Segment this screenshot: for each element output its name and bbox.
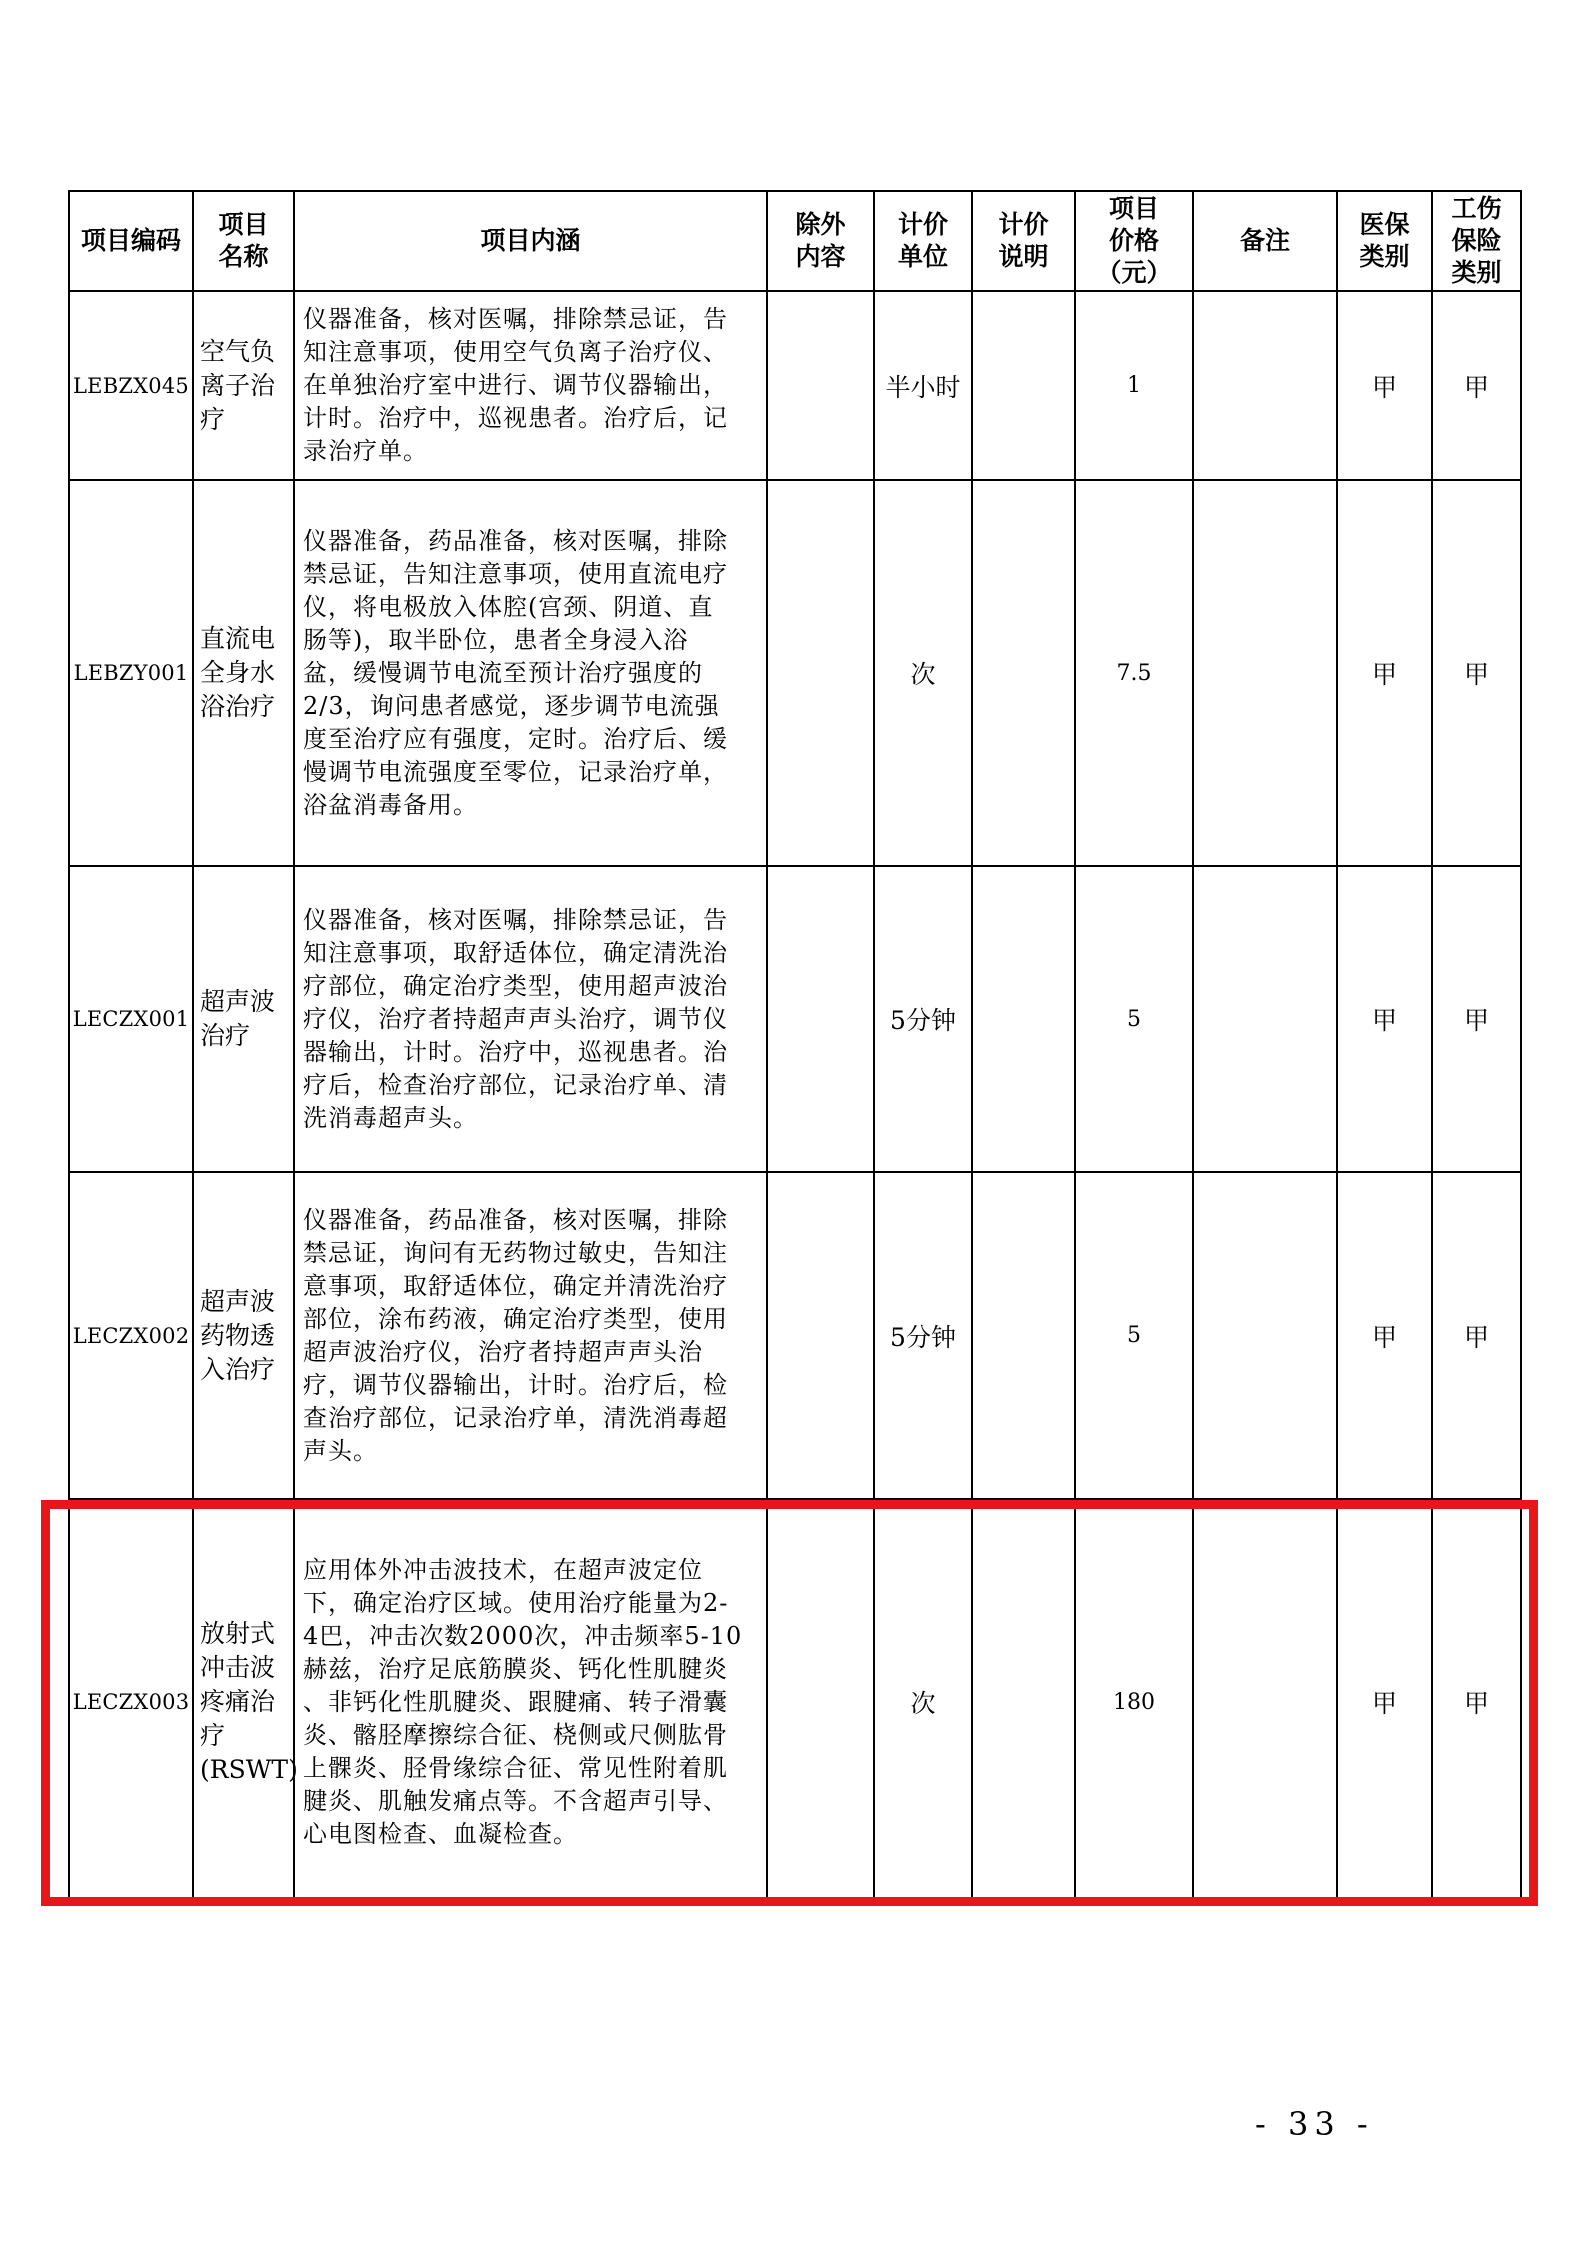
item-name-line: 浴治疗	[200, 692, 276, 721]
table-row	[69, 1499, 1521, 1905]
item-name-line: 超声波	[200, 1286, 276, 1316]
header-text-line: 计价	[897, 210, 948, 239]
item-content-line: 查治疗部位，记录治疗单，清洗消毒超	[303, 1403, 728, 1432]
item-content-line: 盆，缓慢调节电流至预计治疗强度的	[303, 658, 703, 687]
header-text-line: 项目内涵	[480, 226, 581, 255]
item-content-line: 禁忌证，询问有无药物过敏史，告知注	[303, 1238, 728, 1267]
table-row	[69, 1172, 1521, 1499]
pricing-note-cell	[972, 480, 1075, 866]
item-name-line: 放射式	[200, 1619, 276, 1648]
header-remark	[1193, 191, 1337, 291]
pricing-unit-cell: 5分钟	[874, 1172, 972, 1499]
item-content-line: 疗部位，确定治疗类型，使用超声波治	[303, 971, 728, 1000]
item-name-line: 入治疗	[200, 1354, 276, 1384]
item-name-line: 冲击波	[200, 1653, 276, 1682]
table-header-row	[69, 191, 1521, 291]
exclusion-cell	[767, 480, 874, 866]
header-medical-insurance-category	[1337, 191, 1432, 291]
item-name-cell	[193, 1172, 294, 1499]
item-content-line: 计时。治疗中，巡视患者。治疗后，记	[303, 404, 728, 432]
header-text-line: 项目编码	[80, 226, 181, 255]
item-content-line: 意事项，取舒适体位，确定并清洗治疗	[303, 1271, 728, 1300]
exclusion-cell	[767, 1499, 874, 1905]
pricing-note-cell	[972, 291, 1075, 480]
price-cell: 7.5	[1075, 480, 1193, 866]
item-name-cell	[193, 1499, 298, 1905]
remark-cell	[1193, 291, 1337, 480]
item-name-line: 药物透	[200, 1320, 276, 1350]
medical-insurance-category-cell: 甲	[1337, 291, 1432, 480]
item-content-line: 上髁炎、胫骨缘综合征、常见性附着肌	[303, 1753, 728, 1782]
header-text-line: 计价	[998, 210, 1049, 239]
header-text-line: 价格	[1108, 226, 1159, 255]
item-code-cell: LECZX001	[69, 866, 193, 1172]
item-content-line: 疗后，检查治疗部位，记录治疗单、清	[303, 1070, 728, 1099]
header-text-line: 名称	[218, 242, 269, 271]
item-code-cell: LECZX003	[69, 1499, 193, 1905]
item-content-line: 仪器准备，药品准备，核对医嘱，排除	[303, 526, 728, 555]
header-item-code	[69, 191, 193, 291]
header-text-line: 工伤	[1451, 194, 1502, 223]
item-content-line: 应用体外冲击波技术，在超声波定位	[303, 1555, 703, 1584]
header-text-line: 项目	[1108, 194, 1159, 223]
item-content-line: 知注意事项，取舒适体位，确定清洗治	[303, 938, 728, 967]
item-content-line: 仪器准备，药品准备，核对医嘱，排除	[303, 1205, 728, 1234]
pricing-note-cell	[972, 1172, 1075, 1499]
item-content-line: 声头。	[303, 1436, 378, 1465]
item-name-line: 离子治	[200, 370, 276, 400]
header-text-line: 单位	[897, 242, 948, 271]
remark-cell	[1193, 866, 1337, 1172]
item-name-line: 直流电	[200, 624, 276, 653]
medical-insurance-category-cell: 甲	[1337, 1172, 1432, 1499]
injury-insurance-category-cell: 甲	[1432, 480, 1521, 866]
price-cell: 1	[1075, 291, 1193, 480]
price-cell: 180	[1075, 1499, 1193, 1905]
pricing-unit-cell: 半小时	[874, 291, 972, 480]
item-content-cell	[294, 866, 767, 1172]
header-exclusion	[767, 191, 874, 291]
exclusion-cell	[767, 866, 874, 1172]
item-content-line: 仪器准备，核对医嘱，排除禁忌证，告	[303, 305, 728, 333]
header-price	[1075, 191, 1193, 291]
header-text-line: 医保	[1359, 210, 1410, 239]
item-content-line: 炎、髂胫摩擦综合征、桡侧或尺侧肱骨	[303, 1720, 728, 1749]
item-content-line: 器输出，计时。治疗中，巡视患者。治	[303, 1037, 728, 1066]
item-content-line: 2/3，询问患者感觉，逐步调节电流强	[303, 691, 720, 720]
header-text-line: 类别	[1451, 258, 1502, 287]
injury-insurance-category-cell: 甲	[1432, 1499, 1521, 1905]
item-content-line: 录治疗单。	[303, 437, 428, 465]
pricing-unit-cell: 次	[874, 1499, 972, 1905]
header-text-line: 项目	[218, 210, 269, 239]
item-content-line: 仪，将电极放入体腔(宫颈、阴道、直	[303, 592, 714, 621]
header-text-line: 类别	[1359, 242, 1410, 271]
item-name-cell	[193, 480, 294, 866]
item-code-cell: LECZX002	[69, 1172, 193, 1499]
item-name-line: 全身水	[200, 658, 276, 687]
item-content-cell	[294, 1499, 767, 1905]
item-code-cell: LEBZX045	[69, 291, 193, 480]
item-content-line: 浴盆消毒备用。	[303, 790, 478, 819]
item-content-line: 肠等)，取半卧位，患者全身浸入浴	[303, 625, 689, 654]
item-content-line: 疗，调节仪器输出，计时。治疗后，检	[303, 1370, 728, 1399]
item-name-line: 疗	[200, 404, 226, 434]
header-text-line: 说明	[998, 242, 1049, 271]
table-row	[69, 480, 1521, 866]
injury-insurance-category-cell: 甲	[1432, 1172, 1521, 1499]
item-content-line: 禁忌证，告知注意事项，使用直流电疗	[303, 559, 728, 588]
remark-cell	[1193, 1499, 1337, 1905]
item-name-line: 疗	[200, 1721, 226, 1750]
item-name-cell	[193, 866, 294, 1172]
header-text-line: 除外	[795, 210, 846, 239]
pricing-unit-cell: 次	[874, 480, 972, 866]
item-name-line: (RSWT)	[200, 1755, 298, 1784]
remark-cell	[1193, 1172, 1337, 1499]
item-name-line: 疼痛治	[200, 1687, 276, 1716]
header-text-line: 保险	[1451, 226, 1502, 255]
table-body	[69, 291, 1521, 1905]
injury-insurance-category-cell: 甲	[1432, 866, 1521, 1172]
item-content-line: 超声波治疗仪，治疗者持超声声头治	[303, 1337, 703, 1366]
item-content-line: 赫兹，治疗足底筋膜炎、钙化性肌腱炎	[303, 1654, 728, 1683]
header-item-name	[193, 191, 294, 291]
header-pricing-note	[972, 191, 1075, 291]
item-content-line: 部位，涂布药液，确定治疗类型，使用	[303, 1304, 728, 1333]
medical-insurance-category-cell: 甲	[1337, 866, 1432, 1172]
fee-schedule-table	[68, 190, 1522, 1906]
injury-insurance-category-cell: 甲	[1432, 291, 1521, 480]
item-content-line: 下，确定治疗区域。使用治疗能量为2-	[303, 1588, 729, 1617]
exclusion-cell	[767, 1172, 874, 1499]
item-content-line: 度至治疗应有强度，定时。治疗后、缓	[303, 724, 728, 753]
item-content-line: 仪器准备，核对医嘱，排除禁忌证，告	[303, 905, 728, 934]
pricing-note-cell	[972, 1499, 1075, 1905]
item-content-line: 4巴，冲击次数2000次，冲击频率5-10	[303, 1621, 743, 1650]
item-content-line: 知注意事项，使用空气负离子治疗仪、	[303, 338, 728, 366]
item-content-line: 心电图检查、血凝检查。	[303, 1819, 578, 1848]
item-content-line: 洗消毒超声头。	[303, 1103, 478, 1132]
header-text-line: （元）	[1096, 258, 1172, 287]
price-cell: 5	[1075, 866, 1193, 1172]
header-item-content	[294, 191, 767, 291]
item-code-cell: LEBZY001	[69, 480, 193, 866]
item-name-line: 治疗	[200, 1021, 251, 1050]
header-text-line: 内容	[795, 242, 846, 271]
item-content-cell	[294, 291, 767, 480]
item-content-line: 慢调节电流强度至零位，记录治疗单，	[303, 757, 728, 786]
pricing-note-cell	[972, 866, 1075, 1172]
item-name-line: 超声波	[200, 987, 276, 1016]
item-content-cell	[294, 1172, 767, 1499]
table-row	[69, 291, 1521, 480]
item-content-line: 、非钙化性肌腱炎、跟腱痛、转子滑囊	[303, 1687, 728, 1716]
medical-insurance-category-cell: 甲	[1337, 1499, 1432, 1905]
table-row	[69, 866, 1521, 1172]
item-content-line: 在单独治疗室中进行、调节仪器输出，	[303, 371, 728, 399]
fee-schedule-table-container	[68, 190, 1520, 1906]
exclusion-cell	[767, 291, 874, 480]
header-pricing-unit	[874, 191, 972, 291]
pricing-unit-cell: 5分钟	[874, 866, 972, 1172]
item-name-cell	[193, 291, 294, 480]
medical-insurance-category-cell: 甲	[1337, 480, 1432, 866]
price-cell: 5	[1075, 1172, 1193, 1499]
header-injury-insurance-category	[1432, 191, 1521, 291]
item-content-line: 腱炎、肌触发痛点等。不含超声引导、	[303, 1786, 728, 1815]
item-name-line: 空气负	[200, 336, 276, 366]
item-content-cell	[294, 480, 767, 866]
page-number: - 33 -	[1255, 2105, 1374, 2143]
remark-cell	[1193, 480, 1337, 866]
item-content-line: 疗仪，治疗者持超声声头治疗，调节仪	[303, 1004, 728, 1033]
header-text-line: 备注	[1239, 226, 1290, 255]
